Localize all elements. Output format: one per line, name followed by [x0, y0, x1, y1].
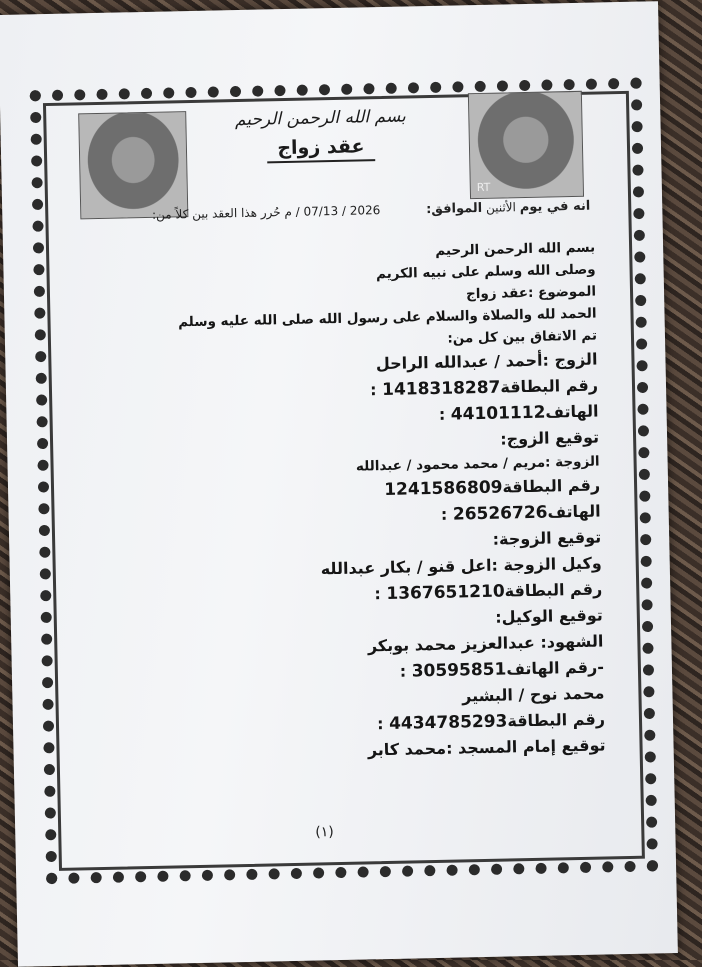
wife-id-label: رقم البطاقة [502, 475, 601, 497]
husband-phone: 44101112 [450, 402, 546, 425]
witness2-id-line: رقم البطاقة4434785293 : [376, 709, 606, 734]
date-prefix: انه في يوم [519, 198, 591, 216]
agent-id: 1367651210 [386, 581, 505, 605]
wife-name: الزوجة :مريم / محمد محمود / عبدالله [355, 453, 600, 475]
agent-name: وكيل الزوجة :اعل قنو / بكار عبدالله [320, 553, 602, 579]
contract-header [210, 106, 431, 165]
husband-signature: توقيع الزوج: [500, 427, 600, 449]
husband-id: 1418318287 [381, 377, 501, 401]
wife-phone-label: الهاتف [547, 501, 601, 522]
date-agreed: الموافق: [425, 200, 483, 218]
husband-phone-line: الهاتف44101112 : [438, 401, 599, 425]
wife-signature: توقيع الزوجة: [492, 527, 602, 549]
wife-phone-line: الهاتف26526726 : [440, 501, 601, 525]
witness2-id: 4434785293 [388, 711, 508, 734]
agent-signature: توقيع الوكيل: [495, 605, 604, 627]
husband-id-line: رقم البطاقة1418318287 : [369, 375, 599, 401]
date-suffix: / م حُرر هذا العقد بين كلاً من: [151, 204, 300, 222]
body-basmala: بسم الله الرحمن الرحيم [435, 239, 596, 259]
agent-id-line: رقم البطاقة1367651210 : [374, 579, 603, 605]
body-agreement: تم الاتفاق بين كل من: [447, 327, 598, 347]
husband-name: الزوج :أحمد / عبدالله الراحل [375, 349, 598, 374]
witness-phone: 30595851 [411, 659, 507, 682]
witness-phone-label: -رقم الهاتف [506, 657, 605, 679]
witness-name: الشهود: عبدالعزيز محمد بوبكر [367, 631, 604, 656]
husband-id-label: رقم البطاقة [500, 375, 599, 397]
witness-phone-line: -رقم الهاتف30595851 : [399, 657, 605, 682]
page-number: (١) [315, 824, 334, 841]
basmala-heading: بسم الله الرحمن الرحيم [234, 106, 406, 131]
body-subject: الموضوع :عقد زواج [465, 283, 597, 303]
contract-body [75, 237, 606, 770]
witness2-id-label: رقم البطاقة [507, 709, 606, 731]
wife-id: 1241586809 [384, 477, 503, 501]
witness2-name: محمد نوح / البشير [461, 683, 605, 706]
photo-watermark: RT [476, 180, 491, 195]
agent-id-label: رقم البطاقة [504, 579, 603, 601]
date-day: الأثنين [485, 200, 517, 215]
husband-phone-label: الهاتف [545, 401, 599, 422]
husband-photo [468, 91, 584, 199]
contract-title: عقد زواج [267, 135, 375, 163]
contract-date: 2026 / 07/13 [303, 203, 381, 219]
contract-paper [0, 1, 678, 967]
body-blessing: وصلى الله وسلم على نبيه الكريم [375, 261, 596, 283]
wife-phone: 26526726 [452, 502, 548, 525]
body-praise: الحمد لله والصلاة والسلام على رسول الله صلى الله عليه وسلم [177, 305, 597, 331]
imam-signature: توقيع إمام المسجد :محمد كابر [367, 735, 606, 760]
wife-photo [78, 111, 188, 219]
